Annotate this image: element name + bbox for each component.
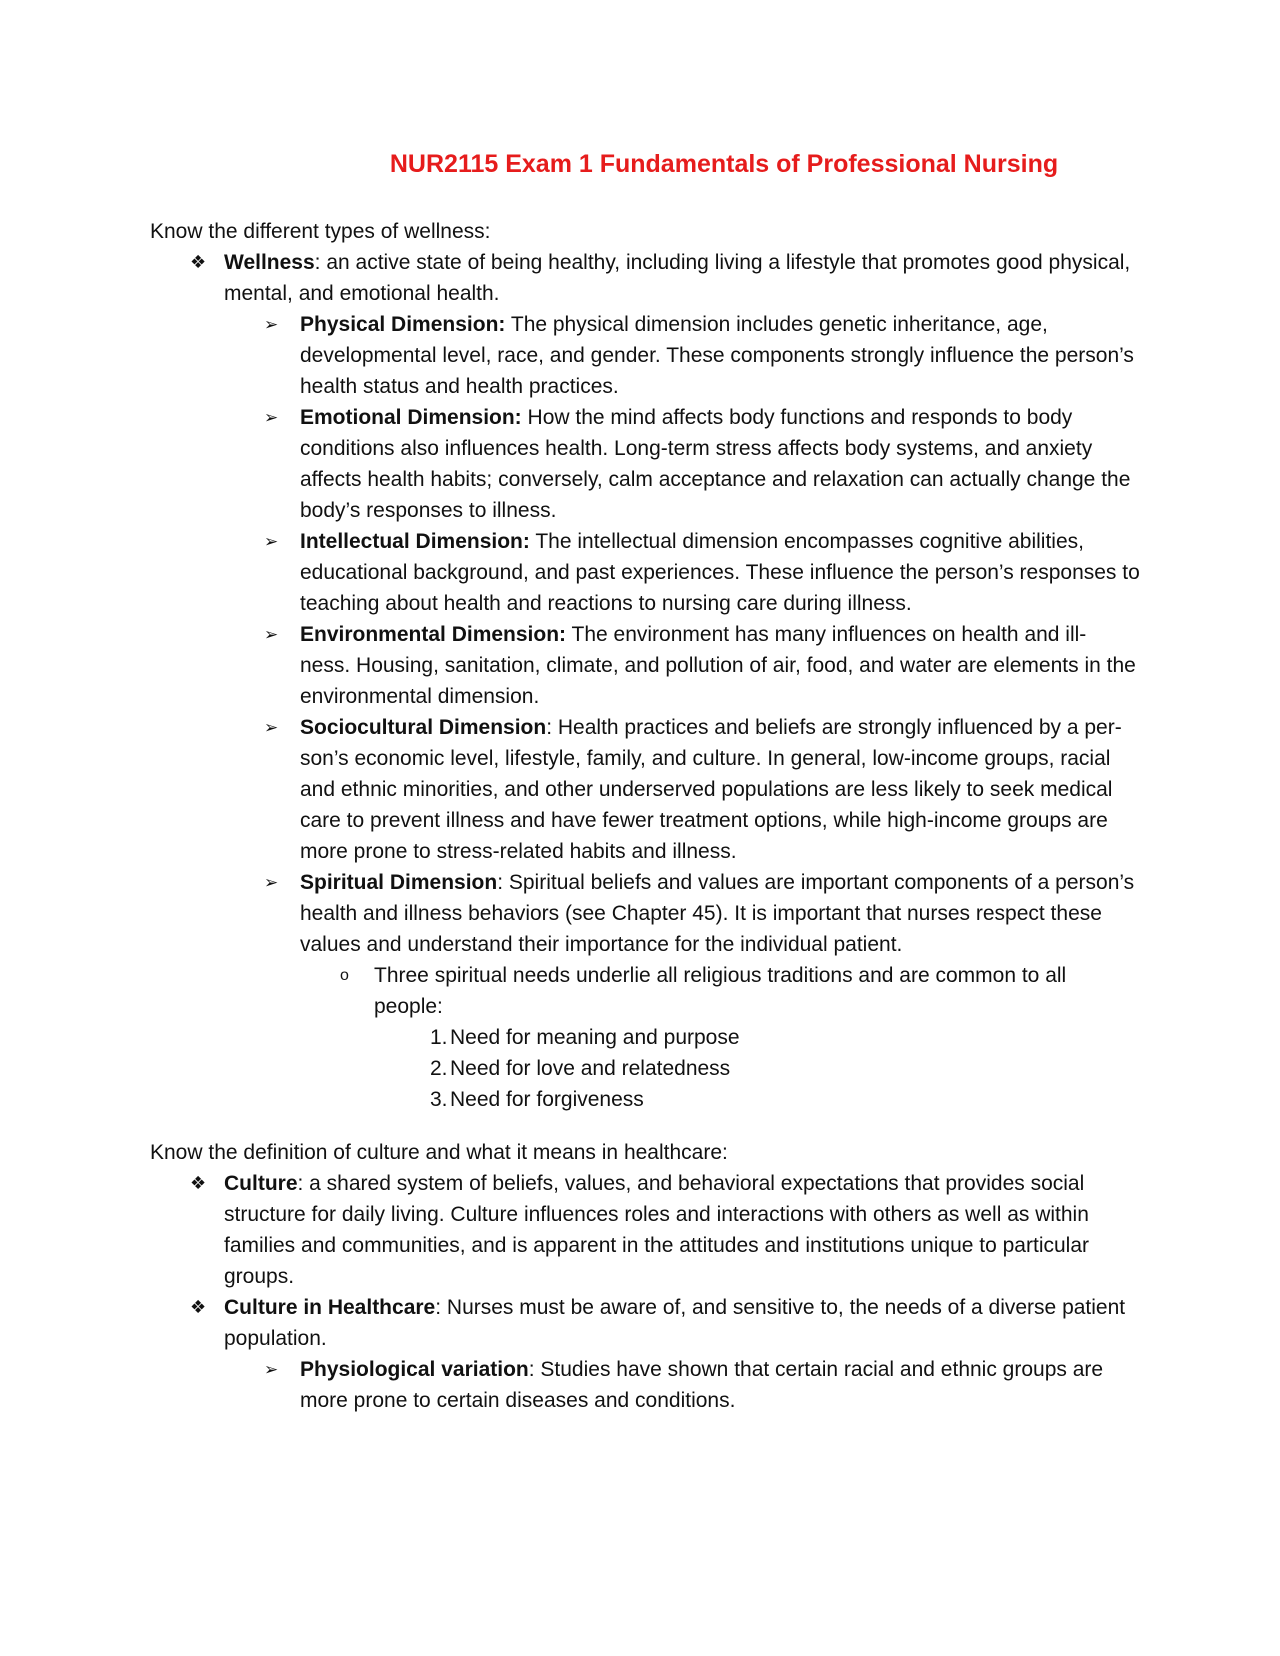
culture-healthcare-term: Culture in Healthcare	[224, 1296, 436, 1319]
dimension-term: Physical Dimension:	[300, 313, 506, 336]
arrow-bullet-icon: ➢	[264, 532, 279, 551]
dimension-item-emotional	[150, 402, 1140, 526]
culture-healthcare-text: : Nurses must be aware of, and sensitive to, the needs of a diverse patient population.	[224, 1296, 1126, 1350]
arrow-bullet-icon: ➢	[264, 315, 279, 334]
dimension-item-spiritual	[150, 867, 1140, 960]
arrow-bullet-icon: ➢	[264, 873, 279, 892]
list-number: 2.	[430, 1057, 448, 1080]
need-text: Need for meaning and purpose	[450, 1026, 740, 1049]
dimension-item-intellectual	[150, 526, 1140, 619]
dimension-item-environmental	[150, 619, 1140, 712]
diamond-bullet-icon: ❖	[190, 1297, 207, 1317]
dimension-term: Emotional Dimension:	[300, 406, 522, 429]
wellness-item	[150, 247, 1140, 309]
dimension-text: The environment has many influences on health and ill- ness. Housing, sanitation, climate, and pollution of air, food, and water are elements in the environmental dimension.	[300, 623, 1136, 708]
page-title: NUR2115 Exam 1 Fundamentals of Professional Nursing	[389, 150, 1059, 178]
physiological-variation-text: : Studies have shown that certain racial and ethnic groups are more prone to certain diseases and conditions.	[300, 1358, 1104, 1412]
physiological-variation-item	[150, 1354, 1140, 1416]
dimension-text: : Health practices and beliefs are strongly influenced by a per- son’s economic level, lifestyle, family, and culture. In general, low-income groups, racial and ethnic minorities, and other underserved populations are less likely to seek medical care to prevent illness and have fewer treatment options, while high-income groups are more prone to stress-related habits and illness.	[300, 716, 1122, 863]
need-item	[150, 1022, 1140, 1053]
need-text: Need for forgiveness	[450, 1088, 644, 1111]
need-text: Need for love and relatedness	[450, 1057, 731, 1080]
arrow-bullet-icon: ➢	[264, 1360, 279, 1379]
spiritual-note-text: Three spiritual needs underlie all religious traditions and are common to all people:	[374, 964, 1067, 1018]
dimension-term: Sociocultural Dimension	[300, 716, 547, 739]
culture-item	[150, 1168, 1140, 1292]
need-item	[150, 1084, 1140, 1115]
circle-bullet-icon: o	[340, 967, 349, 984]
document-body	[150, 216, 1140, 1416]
diamond-bullet-icon: ❖	[190, 1173, 207, 1193]
dimension-term: Spiritual Dimension	[300, 871, 498, 894]
dimension-text: The intellectual dimension encompasses cognitive abilities, educational background, and past experiences. These influence the person’s responses to teaching about health and reactions to nursing care during illness.	[300, 530, 1140, 615]
spiritual-note	[150, 960, 1140, 1022]
dimension-item-physical	[150, 309, 1140, 402]
dimension-term: Intellectual Dimension:	[300, 530, 530, 553]
culture-term: Culture	[224, 1172, 298, 1195]
dimension-item-sociocultural	[150, 712, 1140, 867]
physiological-variation-term: Physiological variation	[300, 1358, 529, 1381]
diamond-bullet-icon: ❖	[190, 252, 207, 272]
culture-section-intro: Know the definition of culture and what it means in healthcare:	[150, 1141, 728, 1164]
section-spacer	[150, 1115, 1140, 1137]
need-item	[150, 1053, 1140, 1084]
arrow-bullet-icon: ➢	[264, 718, 279, 737]
culture-healthcare-item	[150, 1292, 1140, 1354]
list-number: 3.	[430, 1088, 448, 1111]
list-number: 1.	[430, 1026, 448, 1049]
dimension-term: Environmental Dimension:	[300, 623, 567, 646]
arrow-bullet-icon: ➢	[264, 408, 279, 427]
dimension-text: : Spiritual beliefs and values are important components of a person’s health and illness behaviors (see Chapter 45). It is important that nurses respect these values and understand their importance for the individual patient.	[300, 871, 1135, 956]
arrow-bullet-icon: ➢	[264, 625, 279, 644]
wellness-section-intro: Know the different types of wellness:	[150, 220, 491, 243]
wellness-term: Wellness	[224, 251, 315, 274]
wellness-text: : an active state of being healthy, including living a lifestyle that promotes good physical, mental, and emotional health.	[224, 251, 1131, 305]
dimension-text: The physical dimension includes genetic inheritance, age, developmental level, race, and gender. These components strongly influence the person’s health status and health practices.	[300, 313, 1134, 398]
dimension-text: How the mind affects body functions and responds to body conditions also influences health. Long-term stress affects body systems, and anxiety affects health habits; conversely, calm acceptance and relaxation can actually change the body’s responses to illness.	[300, 406, 1131, 522]
culture-text: : a shared system of beliefs, values, and behavioral expectations that provides social structure for daily living. Culture influences roles and interactions with others as well as within families and communities, and is apparent in the attitudes and institutions unique to particular groups.	[224, 1172, 1089, 1288]
